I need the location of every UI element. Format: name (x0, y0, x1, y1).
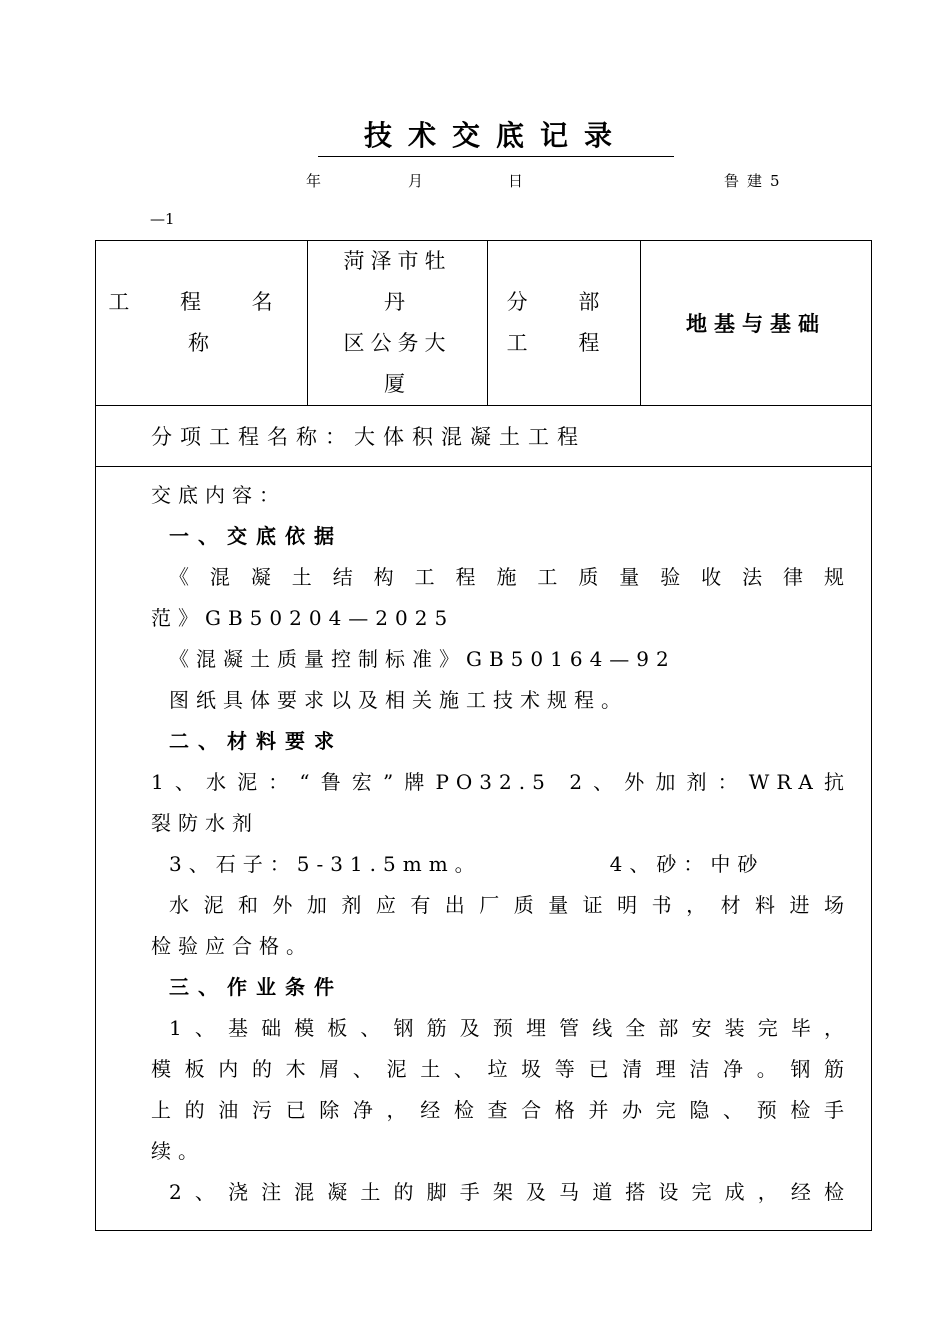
content-line: 裂防水剂 (151, 811, 259, 835)
content-line: 模板内的木屑、泥土、垃圾等已清理洁净。钢筋 (151, 1057, 851, 1081)
content-line: 图纸具体要求以及相关施工技术规程。 (169, 688, 628, 712)
content-row (96, 467, 872, 1231)
content-line: 上的油污已除净，经检查合格并办完隐、预检手 (151, 1098, 851, 1122)
header-row (96, 241, 872, 406)
form-code: 鲁建5 (724, 172, 788, 190)
document-title: 技术交底记录 (318, 116, 674, 157)
content-line: 水泥和外加剂应有出厂质量证明书，材料进场 (169, 893, 851, 917)
date-month: 月 (408, 172, 424, 190)
content-line: 《混凝土结构工程施工质量验收法律规 (169, 565, 851, 589)
section-heading: 三、作业条件 (169, 975, 343, 999)
content-cell (96, 467, 872, 1231)
form-code-suffix: —1 (150, 210, 175, 228)
content-line: 1、基础模板、钢筋及预埋管线全部安装完毕， (169, 1016, 851, 1040)
section-heading: 一、交底依据 (169, 524, 343, 548)
content-line: 范》GB50204—2025 (151, 606, 455, 630)
project-name-value: 菏泽市牡 丹 区公务大 厦 (308, 241, 488, 406)
content-line: 3、石子：5-31.5mm。 4、砂：中砂 (169, 852, 765, 876)
content-label: 交底内容： (151, 483, 286, 507)
date-day: 日 (508, 172, 524, 190)
record-table (95, 240, 872, 1231)
content-line: 续。 (151, 1139, 205, 1163)
subitem-row (96, 406, 872, 467)
content-line: 2、浇注混凝土的脚手架及马道搭设完成，经检 (169, 1180, 851, 1204)
division-value: 地基与基础 (641, 241, 872, 406)
content-line: 1、水泥：“鲁宏”牌PO32.5 2、外加剂：WRA抗 (151, 770, 851, 794)
subitem-name: 分项工程名称：大体积混凝土工程 (96, 406, 872, 467)
content-line: 《混凝土质量控制标准》GB50164—92 (169, 647, 676, 671)
content-line: 检验应合格。 (151, 934, 313, 958)
section-heading: 二、材料要求 (169, 729, 343, 753)
date-year: 年 (306, 172, 322, 190)
division-label: 分 部 工 程 (488, 241, 641, 406)
project-name-label: 工 程 名 称 (96, 241, 308, 406)
